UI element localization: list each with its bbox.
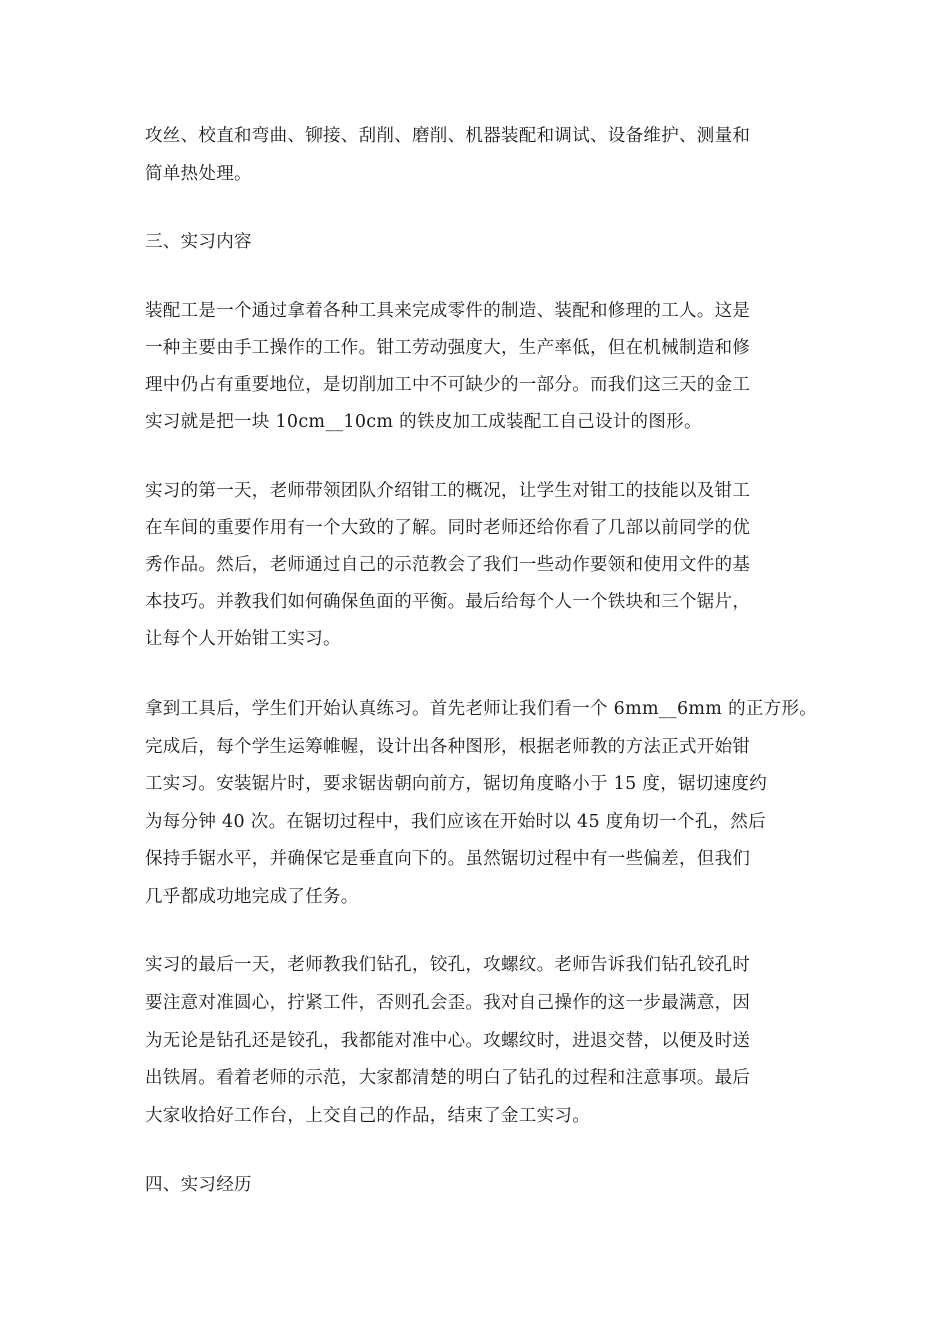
section-heading: 四、实习经历 <box>145 1175 252 1195</box>
paragraph-line: 大家收拾好工作台，上交自己的作品，结束了金工实习。 <box>145 1106 590 1126</box>
paragraph-line: 为无论是钻孔还是铰孔，我都能对准中心。攻螺纹时，进退交替，以便及时送 <box>145 1031 751 1051</box>
paragraph-line: 出铁屑。看着老师的示范，大家都清楚的明白了钻孔的过程和注意事项。最后 <box>145 1068 751 1088</box>
paragraph-line: 攻丝、校直和弯曲、铆接、刮削、磨削、机器装配和调试、设备维护、测量和 <box>145 126 751 146</box>
paragraph-line: 要注意对准圆心，拧紧工件，否则孔会歪。我对自己操作的这一步最满意，因 <box>145 993 751 1013</box>
paragraph-line: 秀作品。然后，老师通过自己的示范教会了我们一些动作要领和使用文件的基 <box>145 555 751 575</box>
paragraph-line: 简单热处理。 <box>145 164 252 184</box>
paragraph-line: 拿到工具后，学生们开始认真练习。首先老师让我们看一个 6mm__6mm 的正方形。 <box>145 699 818 719</box>
paragraph-line: 完成后，每个学生运筹帷幄，设计出各种图形，根据老师教的方法正式开始钳 <box>145 737 751 757</box>
paragraph-line: 为每分钟 40 次。在锯切过程中，我们应该在开始时以 45 度角切一个孔，然后 <box>145 812 766 832</box>
paragraph-line: 一种主要由手工操作的工作。钳工劳动强度大，生产率低，但在机械制造和修 <box>145 338 751 358</box>
section-heading: 三、实习内容 <box>145 232 252 252</box>
paragraph-line: 实习的最后一天，老师教我们钻孔，铰孔，攻螺纹。老师告诉我们钻孔铰孔时 <box>145 955 751 975</box>
paragraph-line: 实习的第一天，老师带领团队介绍钳工的概况，让学生对钳工的技能以及钳工 <box>145 481 751 501</box>
paragraph-line: 让每个人开始钳工实习。 <box>145 629 341 649</box>
paragraph-line: 装配工是一个通过拿着各种工具来完成零件的制造、装配和修理的工人。这是 <box>145 301 751 321</box>
paragraph-line: 几乎都成功地完成了任务。 <box>145 887 359 907</box>
paragraph-line: 本技巧。并教我们如何确保鱼面的平衡。最后给每个人一个铁块和三个锯片， <box>145 592 751 612</box>
paragraph-line: 在车间的重要作用有一个大致的了解。同时老师还给你看了几部以前同学的优 <box>145 518 751 538</box>
paragraph-line: 理中仍占有重要地位，是切削加工中不可缺少的一部分。而我们这三天的金工 <box>145 375 751 395</box>
paragraph-line: 保持手锯水平，并确保它是垂直向下的。虽然锯切过程中有一些偏差，但我们 <box>145 849 751 869</box>
paragraph-line: 工实习。安装锯片时，要求锯齿朝向前方，锯切角度略小于 15 度，锯切速度约 <box>145 774 767 794</box>
paragraph-line: 实习就是把一块 10cm__10cm 的铁皮加工成装配工自己设计的图形。 <box>145 412 702 432</box>
